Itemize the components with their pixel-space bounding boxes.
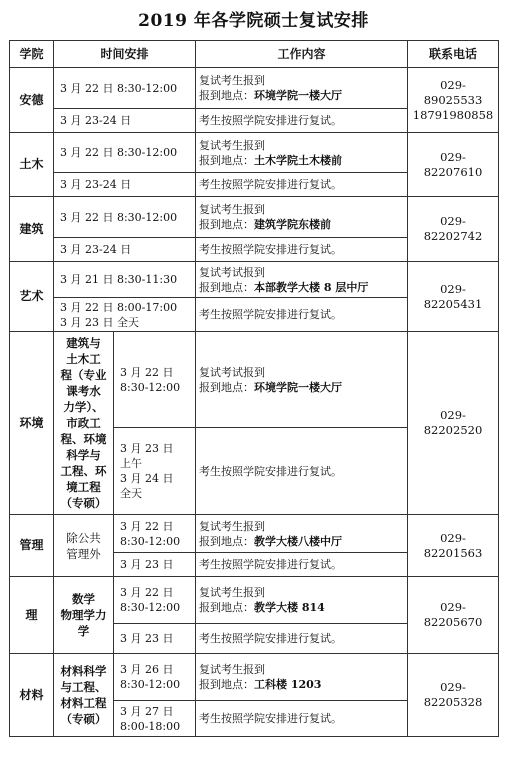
content-cell: 考生按照学院安排进行复试。 bbox=[196, 109, 408, 133]
time-cell: 3 月 22 日 8:30-12:00 bbox=[54, 133, 196, 173]
table-row bbox=[10, 197, 499, 238]
time-cell bbox=[114, 332, 196, 428]
content-cell bbox=[196, 577, 408, 624]
header-phone: 联系电话 bbox=[408, 41, 499, 68]
time-cell bbox=[114, 428, 196, 515]
content-line bbox=[199, 600, 404, 615]
time-line: 8:30-12:00 bbox=[120, 678, 181, 691]
subject-line: （专硕） bbox=[60, 712, 107, 726]
time-cell: 3 月 23 日 bbox=[114, 624, 196, 654]
table-row bbox=[10, 262, 499, 298]
content-line bbox=[199, 153, 404, 168]
subject-line: 土木工 bbox=[66, 352, 101, 366]
time-line: 3 月 27 日 bbox=[120, 704, 174, 718]
phone-number: 18791980858 bbox=[412, 107, 494, 122]
subject-cell bbox=[54, 515, 114, 577]
content-line: 复试考生报到 bbox=[199, 138, 266, 152]
content-line: 复试考生报到 bbox=[199, 74, 266, 87]
content-line bbox=[199, 380, 404, 395]
time-line: 8:00-18:00 bbox=[120, 719, 181, 733]
phone-cell: 029-82205670 bbox=[408, 577, 499, 654]
content-cell bbox=[196, 332, 408, 428]
time-line: 全天 bbox=[120, 487, 142, 500]
table-row bbox=[10, 133, 499, 173]
time-line: 8:30-12:00 bbox=[120, 601, 181, 614]
subject-line: 境工程 bbox=[66, 480, 101, 494]
phone-cell bbox=[408, 68, 499, 133]
location-value: 土木学院土木楼前 bbox=[254, 153, 343, 167]
college-name: 建筑 bbox=[10, 197, 54, 262]
time-cell bbox=[114, 701, 196, 737]
location-value: 建筑学院东楼前 bbox=[254, 218, 332, 231]
phone-cell: 029-82201563 bbox=[408, 515, 499, 577]
location-value: 工科楼 1203 bbox=[254, 678, 322, 691]
subject-line: 材料科学 bbox=[60, 664, 107, 678]
page-title: 2019 年各学院硕士复试安排 bbox=[138, 11, 369, 31]
location-label: 报到地点： bbox=[199, 534, 255, 548]
time-cell: 3 月 23-24 日 bbox=[54, 109, 196, 133]
subject-line: 市政工 bbox=[66, 416, 101, 430]
time-cell bbox=[114, 577, 196, 624]
header-college: 学院 bbox=[10, 41, 54, 68]
location-value: 教学大楼 814 bbox=[254, 601, 325, 614]
content-cell: 考生按照学院安排进行复试。 bbox=[196, 553, 408, 577]
table-row bbox=[10, 332, 499, 428]
time-cell: 3 月 23-24 日 bbox=[54, 238, 196, 262]
content-cell bbox=[196, 515, 408, 553]
time-line: 3 月 23 日 bbox=[120, 442, 174, 455]
phone-cell: 029-82202742 bbox=[408, 197, 499, 262]
time-cell: 3 月 21 日 8:30-11:30 bbox=[54, 262, 196, 298]
header-row bbox=[10, 41, 499, 68]
subject-line: 材料工程 bbox=[60, 696, 107, 710]
time-line: 3 月 22 日 8:00-17:00 bbox=[60, 300, 178, 314]
subject-cell bbox=[54, 332, 114, 515]
subject-line: 与工程、 bbox=[60, 680, 107, 694]
phone-cell: 029-82207610 bbox=[408, 133, 499, 197]
content-cell bbox=[196, 654, 408, 701]
time-line: 3 月 22 日 bbox=[120, 586, 174, 599]
subject-line: 管理外 bbox=[66, 546, 101, 561]
content-line bbox=[199, 280, 404, 295]
subject-line: 数学 bbox=[72, 592, 95, 606]
location-label: 报到地点： bbox=[199, 89, 255, 102]
subject-cell bbox=[54, 654, 114, 737]
time-cell: 3 月 23-24 日 bbox=[54, 173, 196, 197]
subject-line: 科学与 bbox=[66, 448, 101, 462]
college-name: 土木 bbox=[10, 133, 54, 197]
location-value: 环境学院一楼大厅 bbox=[254, 380, 343, 394]
content-cell: 考生按照学院安排进行复试。 bbox=[196, 701, 408, 737]
content-line: 复试考生报到 bbox=[199, 519, 266, 533]
college-name: 材料 bbox=[10, 654, 54, 737]
college-name: 理 bbox=[10, 577, 54, 654]
college-name: 环境 bbox=[10, 332, 54, 515]
content-line bbox=[199, 534, 404, 549]
time-line: 上午 bbox=[120, 457, 142, 470]
subject-line: 建筑与 bbox=[66, 336, 101, 350]
table-row bbox=[10, 577, 499, 624]
schedule-table bbox=[9, 40, 499, 737]
subject-line: 力学）、 bbox=[63, 400, 104, 414]
content-cell bbox=[196, 197, 408, 238]
header-time: 时间安排 bbox=[54, 41, 196, 68]
time-cell bbox=[114, 654, 196, 701]
location-label: 报到地点： bbox=[199, 280, 255, 294]
time-line: 8:30-12:00 bbox=[120, 380, 181, 394]
table-row bbox=[10, 654, 499, 701]
time-cell bbox=[54, 298, 196, 332]
location-value: 教学大楼八楼中厅 bbox=[254, 534, 343, 548]
content-line: 复试考试报到 bbox=[199, 265, 266, 279]
table-row bbox=[10, 68, 499, 109]
subject-line: 学 bbox=[77, 624, 90, 638]
time-cell bbox=[114, 515, 196, 553]
content-line bbox=[199, 88, 404, 103]
location-label: 报到地点： bbox=[199, 678, 255, 691]
table-row bbox=[10, 515, 499, 553]
content-cell: 考生按照学院安排进行复试。 bbox=[196, 428, 408, 515]
content-cell: 考生按照学院安排进行复试。 bbox=[196, 173, 408, 197]
phone-cell: 029-82205328 bbox=[408, 654, 499, 737]
time-line: 3 月 24 日 bbox=[120, 472, 174, 485]
time-cell: 3 月 23 日 bbox=[114, 553, 196, 577]
content-cell bbox=[196, 262, 408, 298]
header-content: 工作内容 bbox=[196, 41, 408, 68]
content-line: 复试考生报到 bbox=[199, 663, 266, 676]
subject-line: 物理学力 bbox=[60, 608, 107, 622]
subject-cell bbox=[54, 577, 114, 654]
subject-line: 工程、环 bbox=[60, 464, 107, 478]
time-line: 3 月 22 日 bbox=[120, 365, 174, 379]
subject-line: （专硕） bbox=[60, 496, 107, 510]
phone-cell: 029-82205431 bbox=[408, 262, 499, 332]
content-cell: 考生按照学院安排进行复试。 bbox=[196, 298, 408, 332]
college-name: 管理 bbox=[10, 515, 54, 577]
subject-line: 除公共 bbox=[66, 530, 101, 545]
time-line: 3 月 22 日 bbox=[120, 519, 174, 533]
college-name: 安德 bbox=[10, 68, 54, 133]
location-label: 报到地点： bbox=[199, 601, 255, 614]
time-line: 3 月 26 日 bbox=[120, 663, 174, 676]
time-line: 3 月 23 日 全天 bbox=[60, 315, 139, 329]
content-line: 复试考生报到 bbox=[199, 586, 266, 599]
location-label: 报到地点： bbox=[199, 153, 255, 167]
content-cell bbox=[196, 133, 408, 173]
college-name: 艺术 bbox=[10, 262, 54, 332]
location-label: 报到地点： bbox=[199, 218, 255, 231]
time-line: 8:30-12:00 bbox=[120, 534, 181, 548]
time-cell: 3 月 22 日 8:30-12:00 bbox=[54, 68, 196, 109]
location-value: 本部教学大楼 8 层中厅 bbox=[254, 280, 369, 294]
content-line: 复试考生报到 bbox=[199, 203, 266, 216]
location-value: 环境学院一楼大厅 bbox=[254, 89, 343, 102]
content-cell: 考生按照学院安排进行复试。 bbox=[196, 624, 408, 654]
content-cell bbox=[196, 68, 408, 109]
content-cell: 考生按照学院安排进行复试。 bbox=[196, 238, 408, 262]
content-line: 复试考试报到 bbox=[199, 365, 266, 379]
subject-line: 课考水 bbox=[66, 384, 101, 398]
subject-line: 程（专业 bbox=[60, 368, 107, 382]
content-line bbox=[199, 677, 404, 692]
phone-number: 029-89025533 bbox=[423, 77, 483, 107]
time-cell: 3 月 22 日 8:30-12:00 bbox=[54, 197, 196, 238]
content-line bbox=[199, 217, 404, 232]
location-label: 报到地点： bbox=[199, 380, 255, 394]
phone-cell: 029-82202520 bbox=[408, 332, 499, 515]
subject-line: 程、环境 bbox=[60, 432, 107, 446]
